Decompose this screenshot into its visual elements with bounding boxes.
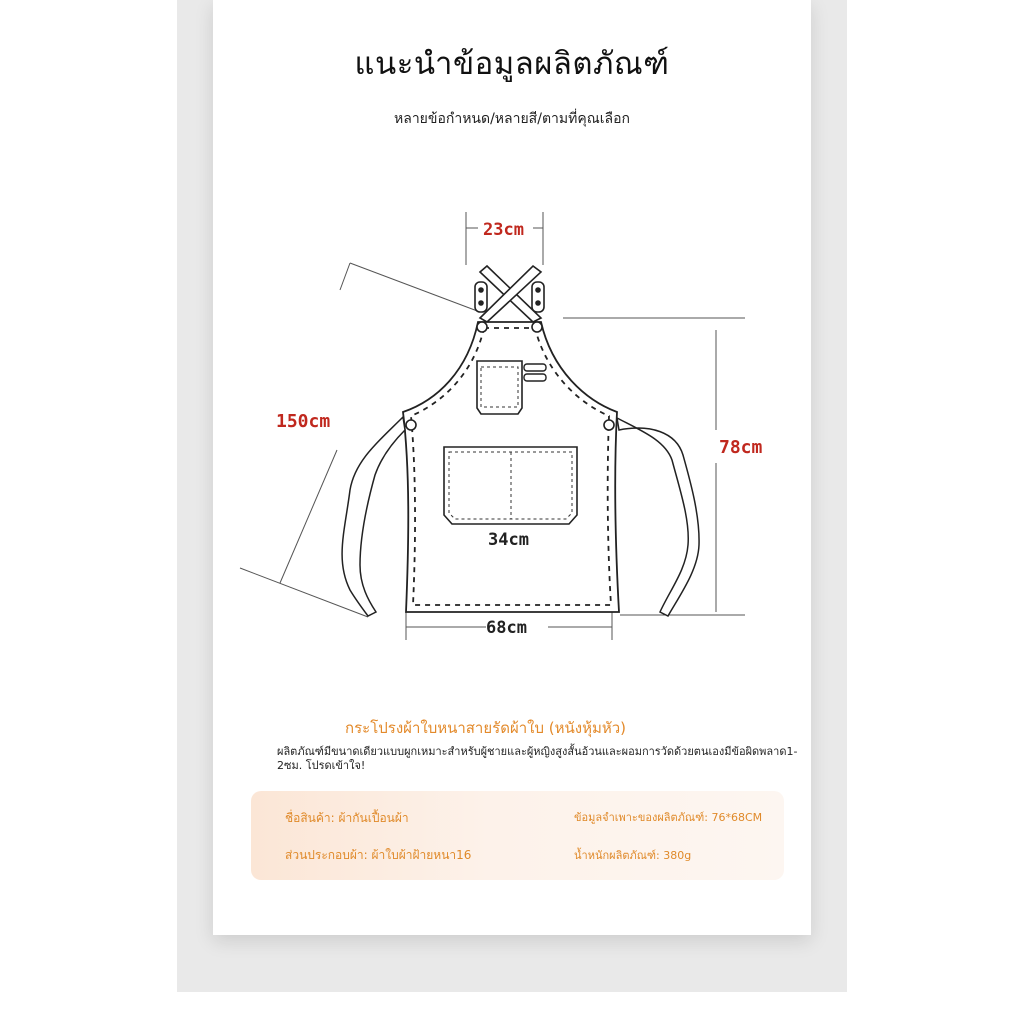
spec-product-name: ชื่อสินค้า: ผ้ากันเปื้อนผ้า (285, 811, 409, 825)
rivet-waist-left (406, 420, 416, 430)
spec-panel (251, 791, 784, 880)
label-strap-width: 23cm (483, 220, 524, 240)
spec-weight: น้ำหนักผลิตภัณฑ์: 380g (574, 849, 692, 862)
apron-size-diagram (230, 205, 790, 645)
rivet-waist-right (604, 420, 614, 430)
product-description: ผลิตภัณฑ์มีขนาดเดียวแบบผูกเหมาะสำหรับผู้ชายและผู้หญิงสูงสั้นอ้วนและผอมการวัดด้วยตนเองมีข้อผิดพลาด1-2ซม. โปรดเข้าใจ! (277, 745, 798, 772)
label-height: 78cm (719, 437, 763, 458)
rivet-left (477, 322, 487, 332)
spec-material: ส่วนประกอบผ้า: ผ้าใบผ้าฝ้ายหนา16 (285, 848, 472, 862)
product-section-title: กระโปรงผ้าใบหนาสายรัดผ้าใบ (หนังหุ้มหัว) (345, 719, 627, 737)
page-title: แนะนำข้อมูลผลิตภัณฑ์ (354, 46, 670, 82)
label-bottom-width: 68cm (486, 618, 527, 638)
waist-tie-right (617, 418, 699, 616)
label-pocket-width: 34cm (488, 530, 529, 550)
neck-straps (475, 266, 544, 322)
rivet-right (532, 322, 542, 332)
front-pocket (444, 447, 577, 524)
page-subtitle: หลายข้อกำหนด/หลายสี/ตามที่คุณเลือก (394, 111, 630, 127)
spec-dimensions: ข้อมูลจำเพาะของผลิตภัณฑ์: 76*68CM (574, 811, 763, 824)
label-total-length: 150cm (276, 411, 331, 432)
waist-tie-left (342, 417, 405, 616)
